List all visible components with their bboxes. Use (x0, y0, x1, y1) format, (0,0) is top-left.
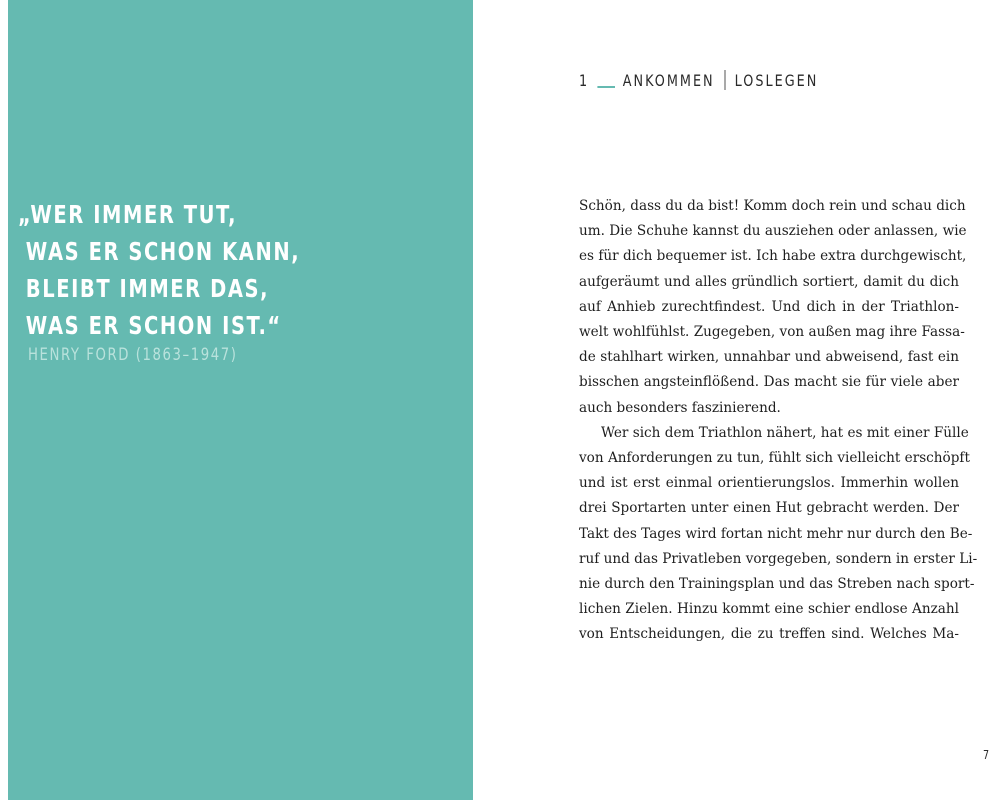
text-line: nie durch den Trainingsplan und das Streben nach sport- (579, 576, 975, 593)
chapter-title-left: ANKOMMEN (622, 70, 715, 90)
paragraph-2 (579, 421, 978, 648)
body-text (579, 194, 978, 648)
quote-line: „WER IMMER TUT, (18, 200, 238, 229)
text-line: aufgeräumt und alles gründlich sortiert, damit du dich (579, 273, 959, 290)
text-line: auf Anhieb zurechtfindest. Und dich in der Triathlon- (579, 298, 959, 315)
text-line: welt wohlfühlst. Zugegeben, von außen mag ihre Fassa- (579, 324, 965, 341)
text-line: ruf und das Privatleben vorgegeben, sondern in erster Li- (579, 550, 978, 567)
chapter-number: 1 (579, 70, 590, 90)
quote-line: WAS ER SCHON KANN, (25, 237, 301, 266)
quote-text (18, 196, 361, 344)
text-line: drei Sportarten unter einen Hut gebracht werden. Der (579, 500, 959, 517)
text-line: auch besonders faszinierend. (579, 399, 781, 416)
text-line: Wer sich dem Triathlon nähert, hat es mit einer Fülle (601, 424, 969, 441)
text-line: lichen Zielen. Hinzu kommt eine schier endlose Anzahl (579, 601, 959, 618)
text-line: de stahlhart wirken, unnahbar und abweisend, fast ein (579, 349, 959, 366)
text-line: von Anforderungen zu tun, fühlt sich vielleicht erschöpft (579, 450, 970, 467)
text-line: bisschen angsteinflößend. Das macht sie für viele aber (579, 374, 959, 391)
text-line: und ist erst einmal orientierungslos. Immerhin wollen (579, 475, 959, 492)
text-line: um. Die Schuhe kannst du ausziehen oder anlassen, wie (579, 223, 967, 240)
chapter-title-right: LOSLEGEN (734, 70, 819, 90)
chapter-title-separator (724, 70, 725, 90)
text-line: Schön, dass du da bist! Komm doch rein und schau dich (579, 198, 966, 214)
text-line: es für dich bequemer ist. Ich habe extra durchgewischt, (579, 248, 967, 265)
quote-line: WAS ER SCHON IST.“ (25, 311, 282, 340)
page-number: 7 (983, 748, 990, 762)
quote-line: BLEIBT IMMER DAS, (25, 274, 270, 303)
quote-attribution: HENRY FORD (1863–1947) (28, 345, 238, 365)
text-line: Takt des Tages wird fortan nicht mehr nur durch den Be- (579, 525, 973, 542)
chapter-header (579, 70, 818, 90)
quote-page (8, 0, 473, 800)
paragraph-1 (579, 194, 967, 421)
text-line: von Entscheidungen, die zu treffen sind. Welches Ma- (579, 626, 959, 643)
chapter-dash-divider (597, 86, 615, 88)
